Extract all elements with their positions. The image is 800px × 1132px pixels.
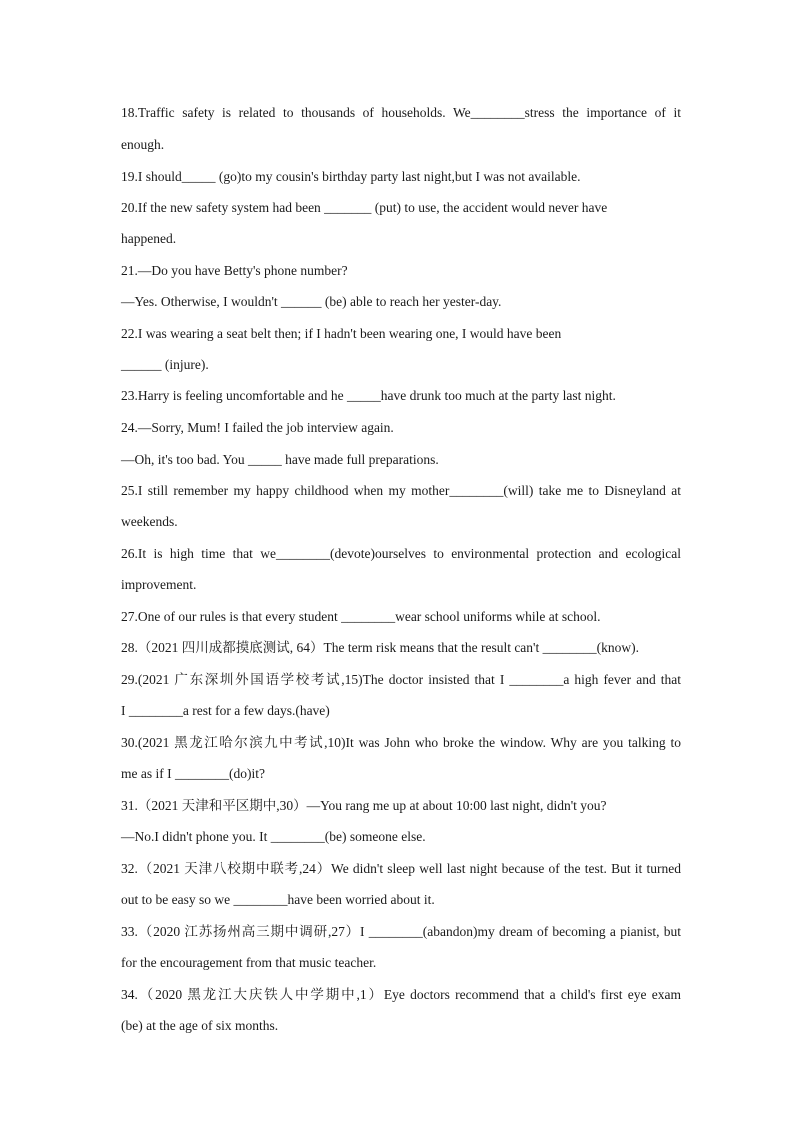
question-29-line-2: I ________a rest for a few days.(have) <box>121 703 330 718</box>
question-22-line-1: 22.I was wearing a seat belt then; if I hadn't been wearing one, I would have been <box>121 326 562 341</box>
question-33-line-1: 33.（2020 江苏扬州高三期中调研,27）I ________(abandon)my dream of becoming a pianist, but <box>121 924 681 939</box>
question-24-line-1: 24.—Sorry, Mum! I failed the job interview again. <box>121 420 394 435</box>
question-32-line-1: 32.（2021 天津八校期中联考,24）We didn't sleep well last night because of the test. But it turned <box>121 861 681 876</box>
question-22-line-2: ______ (injure). <box>121 357 209 372</box>
question-28-line-1: 28.（2021 四川成都摸底测试, 64）The term risk means that the result can't ________(know). <box>121 640 639 655</box>
question-29-line-1: 29.(2021 广东深圳外国语学校考试,15)The doctor insisted that I ________a high fever and that <box>121 672 681 687</box>
question-20-line-1: 20.If the new safety system had been _______ (put) to use, the accident would never have <box>121 200 608 215</box>
question-20-line-2: happened. <box>121 231 177 246</box>
question-24-line-2: —Oh, it's too bad. You _____ have made full preparations. <box>121 452 439 467</box>
question-26-line-1: 26.It is high time that we________(devote)ourselves to environmental protection and ecological <box>121 546 681 561</box>
question-18-line-1: 18.Traffic safety is related to thousands of households. We________stress the importance of it <box>121 105 681 120</box>
question-30-line-2: me as if I ________(do)it? <box>121 766 265 781</box>
question-25-line-1: 25.I still remember my happy childhood when my mother________(will) take me to Disneyland at <box>121 483 681 498</box>
question-31-line-2: —No.I didn't phone you. It ________(be) someone else. <box>121 829 426 844</box>
question-25-line-2: weekends. <box>121 514 178 529</box>
question-30-line-1: 30.(2021 黑龙江哈尔滨九中考试,10)It was John who broke the window. Why are you talking to <box>121 735 681 750</box>
question-34-line-1: 34.（2020 黑龙江大庆铁人中学期中,1）Eye doctors recommend that a child's first eye exam <box>121 987 681 1002</box>
question-32-line-2: out to be easy so we ________have been worried about it. <box>121 892 435 907</box>
question-31-line-1: 31.（2021 天津和平区期中,30）—You rang me up at about 10:00 last night, didn't you? <box>121 798 607 813</box>
question-27-line-1: 27.One of our rules is that every student ________wear school uniforms while at school. <box>121 609 601 624</box>
question-19-line-1: 19.I should_____ (go)to my cousin's birthday party last night,but I was not available. <box>121 169 581 184</box>
question-21-line-1: 21.—Do you have Betty's phone number? <box>121 263 348 278</box>
question-33-line-2: for the encouragement from that music teacher. <box>121 955 377 970</box>
question-26-line-2: improvement. <box>121 577 197 592</box>
question-21-line-2: —Yes. Otherwise, I wouldn't ______ (be) able to reach her yester-day. <box>121 294 502 309</box>
question-34-line-2: (be) at the age of six months. <box>121 1018 279 1033</box>
question-18-line-2: enough. <box>121 137 165 152</box>
question-23-line-1: 23.Harry is feeling uncomfortable and he _____have drunk too much at the party last night. <box>121 388 616 403</box>
